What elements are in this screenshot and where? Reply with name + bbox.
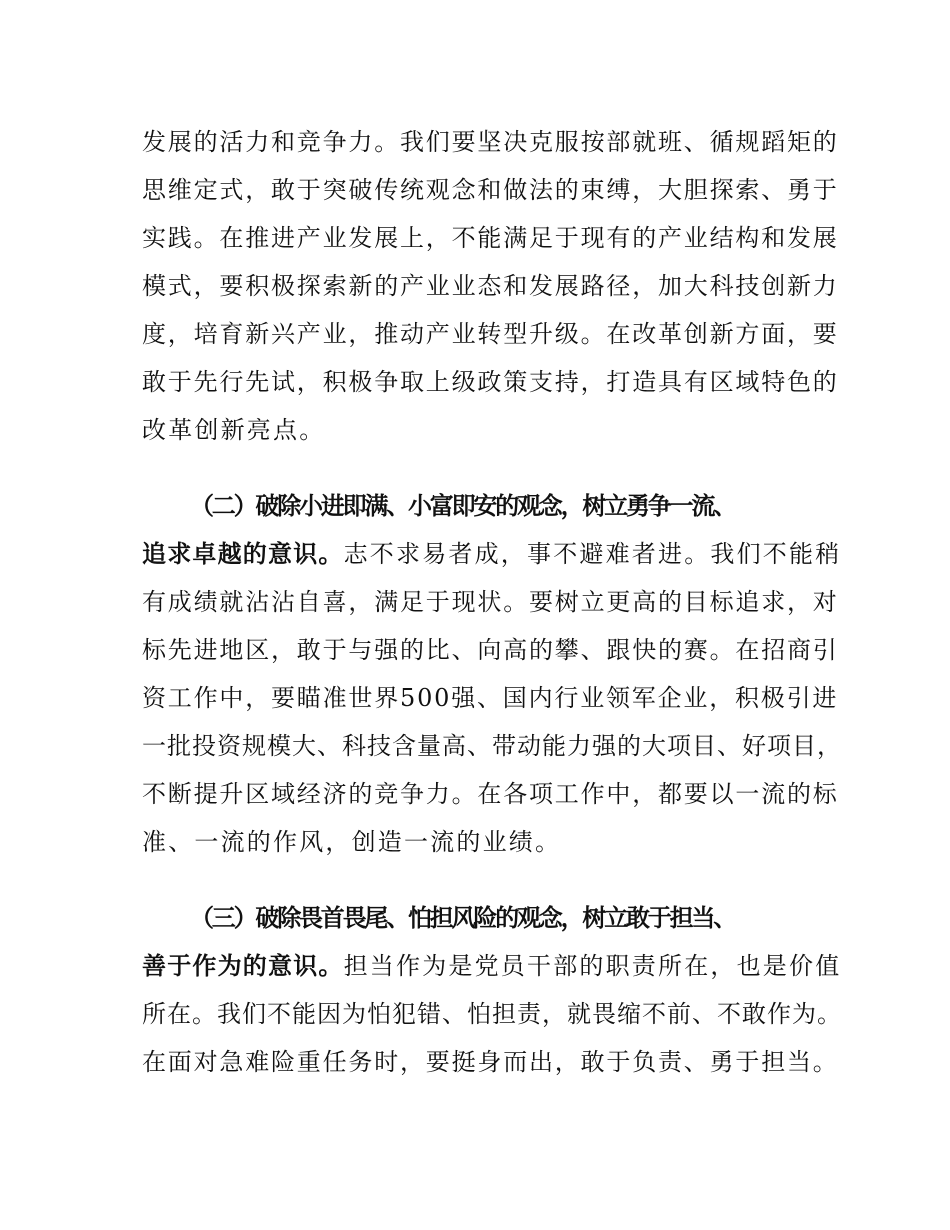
body-text-line: 在面对急难险重任务时，要挺身而出，敢于负责、勇于担当。 [142,1048,839,1076]
body-text-line: 不断提升区域经济的竞争力。在各项工作中，都要以一流的标 [142,780,839,808]
body-text-line: 发展的活力和竞争力。我们要坚决克服按部就班、循规蹈矩的 [142,128,839,156]
section-heading-3: （三）破除畏首畏尾、怕担风险的观念，树立敢于担当、 [190,904,735,932]
body-text-line: 改革创新亮点。 [142,416,326,444]
body-text-line: 标先进地区，敢于与强的比、向高的攀、跟快的赛。在招商引 [142,636,839,664]
section-heading-3-end: 善于作为的意识。 [142,952,344,980]
body-text-line: 有成绩就沾沾自喜，满足于现状。要树立更高的目标追求，对 [142,588,839,616]
body-text-line: 敢于先行先试，积极争取上级政策支持，打造具有区域特色的 [142,368,839,396]
body-text-line: 实践。在推进产业发展上，不能满足于现有的产业结构和发展 [142,224,839,252]
section-heading-2-continuation [142,530,842,578]
body-text-line: 度，培育新兴产业，推动产业转型升级。在改革创新方面，要 [142,320,839,348]
section-heading-2-end: 追求卓越的意识。 [142,540,344,568]
section-heading-2: （二）破除小进即满、小富即安的观念，树立勇争一流、 [190,492,735,520]
body-text-line: 资工作中，要瞄准世界500强、国内行业领军企业，积极引进 [142,684,839,712]
body-text-span: 志不求易者成，事不避难者进。我们不能稍 [343,540,842,568]
body-text-span: 担当作为是党员干部的职责所在，也是价值 [343,952,842,980]
body-text-line: 思维定式，敢于突破传统观念和做法的束缚，大胆探索、勇于 [142,176,839,204]
section-heading-3-continuation [142,942,842,990]
body-text-line: 模式，要积极探索新的产业业态和发展路径，加大科技创新力 [142,272,839,300]
body-text-line: 所在。我们不能因为怕犯错、怕担责，就畏缩不前、不敢作为。 [142,1000,842,1028]
body-text-line: 准、一流的作风，创造一流的业绩。 [142,828,562,856]
body-text-line: 一批投资规模大、科技含量高、带动能力强的大项目、好项目， [142,732,842,760]
